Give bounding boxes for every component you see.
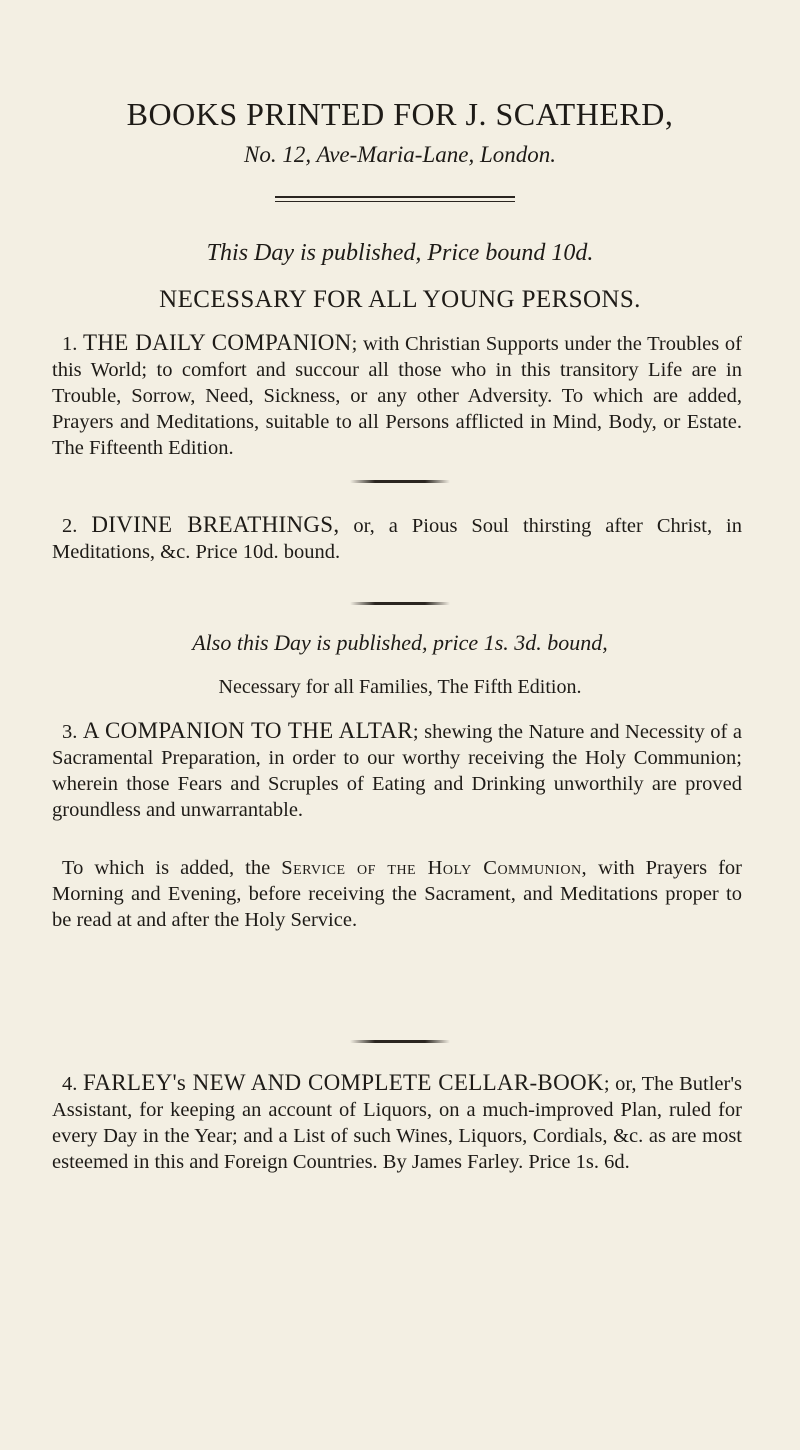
publication-announcement: Also this Day is published, price 1s. 3d. bound,: [192, 630, 608, 655]
entry-title: A COMPANION TO THE ALTAR: [82, 718, 413, 743]
book-entry-3-addition: [52, 855, 742, 933]
section-heading: NECESSARY FOR ALL YOUNG PERSONS.: [159, 286, 641, 313]
address-number: No. 12,: [244, 142, 312, 167]
book-entry-4: [52, 1070, 742, 1175]
entry-title: FARLEY's NEW AND COMPLETE CELLAR-BOOK: [82, 1070, 604, 1095]
entry-title: DIVINE BREATHINGS,: [91, 512, 340, 537]
entry-body: or, a Pious Soul thirsting after Christ, in Meditations, &c. Price 10d. bound.: [52, 515, 742, 563]
entry-title: THE DAILY COMPANION: [83, 330, 352, 355]
ornamental-rule: [350, 480, 450, 483]
entry-body: ; or, The Butler's Assistant, for keeping an account of Liquors, on a much-improved Plan, ruled for every Day in the Year; and a List of such Wines, Liquors, Cordials, &c. as are most esteemed in this and Foreign Countries. By James Farley. Price 1s. 6d.: [52, 1073, 742, 1173]
entry-body: ; with Christian Supports under the Troubles of this World; to comfort and succour all those who in this transitory Life are in Trouble, Sorrow, Need, Sickness, or any other Adversity. To which are added, Prayers and Meditations, suitable to all Persons afflicted in Mind, Body, or Estate. The Fifteenth Edition.: [52, 333, 742, 459]
page-title: BOOKS PRINTED FOR J. SCATHERD,: [126, 96, 674, 132]
ornamental-rule: [350, 1040, 450, 1043]
ornamental-rule: [350, 602, 450, 605]
addition-text: To which is added, the: [62, 857, 282, 879]
book-entry-3: [52, 718, 742, 823]
publication-announcement: This Day is published, Price bound 10d.: [206, 240, 594, 266]
address-street: Ave-Maria-Lane, London.: [316, 142, 556, 167]
addition-text: with Prayers for Morning and Evening, before receiving the Sacrament, and Meditations proper to be read at and after the Holy Service.: [52, 857, 742, 931]
double-rule-divider: [275, 196, 515, 202]
book-entry-1: [52, 330, 742, 461]
book-entry-2: [52, 512, 742, 565]
edition-note: Necessary for all Families, The Fifth Edition.: [218, 676, 582, 698]
entry-number: 2.: [62, 515, 78, 537]
entry-number: 4.: [62, 1073, 78, 1095]
entry-body: ; shewing the Nature and Necessity of a Sacramental Preparation, in order to our worthy receiving the Holy Communion; wherein those Fears and Scruples of Eating and Drinking unworthily are proved groundless and unwarrantable.: [52, 721, 742, 821]
publisher-address: [0, 142, 800, 168]
entry-number: 1.: [62, 333, 78, 355]
entry-number: 3.: [62, 721, 78, 743]
addition-smallcaps: Service of the Holy Communion,: [281, 857, 588, 879]
